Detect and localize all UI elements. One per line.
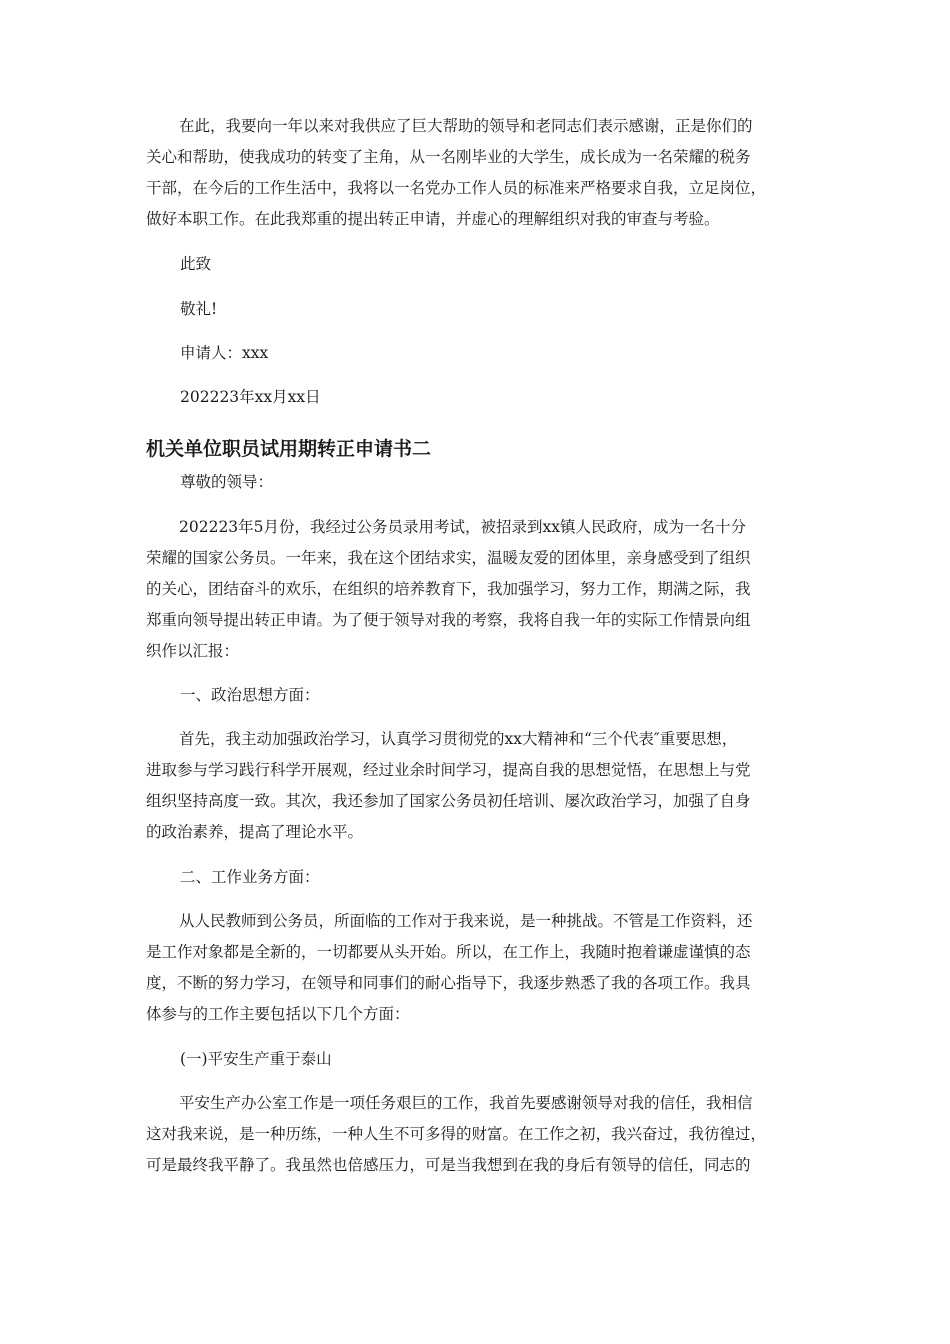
heading-safety: (一)平安生产重于泰山 xyxy=(180,1050,332,1068)
text-line: 的关心，团结奋斗的欢乐，在组织的培养教育下，我加强学习，努力工作，期满之际，我 xyxy=(146,580,751,598)
text-line: 首先，我主动加强政治学习，认真学习贯彻党的xx大精神和“三个代表″重要思想， xyxy=(179,730,738,748)
text-line: 织作以汇报： xyxy=(146,642,240,660)
text-line: 度，不断的努力学习，在领导和同事们的耐心指导下，我逐步熟悉了我的各项工作。我具 xyxy=(146,974,751,992)
text-line: 荣耀的国家公务员。一年来，我在这个团结求实，温暖友爱的团体里，亲身感受到了组织 xyxy=(146,549,751,567)
heading-work: 二、工作业务方面： xyxy=(180,868,320,886)
application-date: 202223年xx月xx日 xyxy=(180,388,321,406)
heading-political: 一、政治思想方面： xyxy=(180,686,320,704)
text-line: 做好本职工作。在此我郑重的提出转正申请，并虚心的理解组织对我的审查与考验。 xyxy=(146,210,720,228)
text-line: 进取参与学习践行科学开展观，经过业余时间学习，提高自我的思想觉悟，在思想上与党 xyxy=(146,761,751,779)
text-line: 可是最终我平静了。我虽然也倍感压力，可是当我想到在我的身后有领导的信任，同志的 xyxy=(146,1156,751,1174)
section-title: 机关单位职员试用期转正申请书二 xyxy=(146,438,432,460)
text-line: 在此，我要向一年以来对我供应了巨大帮助的领导和老同志们表示感谢，正是你们的 xyxy=(179,117,753,135)
text-line: 平安生产办公室工作是一项任务艰巨的工作，我首先要感谢领导对我的信任，我相信 xyxy=(179,1094,753,1112)
text-line: 关心和帮助，使我成功的转变了主角，从一名刚毕业的大学生，成长成为一名荣耀的税务 xyxy=(146,148,751,166)
text-line: 是工作对象都是全新的，一切都要从头开始。所以，在工作上，我随时抱着谦虚谨慎的态 xyxy=(146,943,751,961)
text-line: 从人民教师到公务员，所面临的工作对于我来说，是一种挑战。不管是工作资料，还 xyxy=(179,912,753,930)
greeting: 尊敬的领导： xyxy=(180,473,274,491)
text-line: 这对我来说，是一种历练，一种人生不可多得的财富。在工作之初，我兴奋过，我彷徨过， xyxy=(146,1125,767,1143)
text-line: 郑重向领导提出转正申请。为了便于领导对我的考察，我将自我一年的实际工作情景向组 xyxy=(146,611,751,629)
text-line: 体参与的工作主要包括以下几个方面： xyxy=(146,1005,410,1023)
text-line: 组织坚持高度一致。其次，我还参加了国家公务员初任培训、屡次政治学习，加强了自身 xyxy=(146,792,751,810)
text-line: 干部，在今后的工作生活中，我将以一名党办工作人员的标准来严格要求自我，立足岗位， xyxy=(146,179,767,197)
closing-regards: 敬礼! xyxy=(180,300,218,318)
text-line: 202223年5月份，我经过公务员录用考试，被招录到xx镇人民政府，成为一名十分 xyxy=(179,518,747,536)
closing-salutation: 此致 xyxy=(180,255,212,273)
applicant-signature: 申请人：xxx xyxy=(180,344,269,362)
text-line: 的政治素养，提高了理论水平。 xyxy=(146,823,364,841)
